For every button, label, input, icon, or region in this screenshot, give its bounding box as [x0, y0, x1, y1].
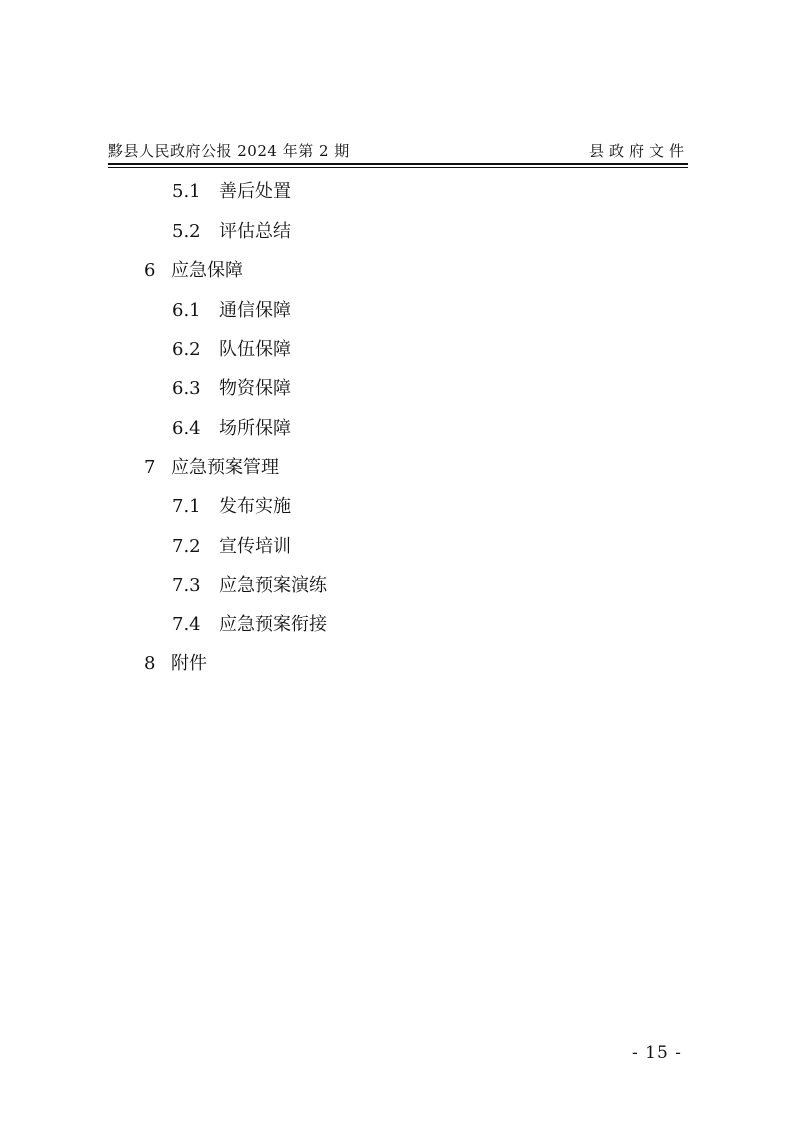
toc-title: 应急预案管理 — [171, 457, 279, 478]
toc-item — [172, 339, 291, 361]
toc-title: 应急保障 — [171, 260, 243, 281]
toc-number: 6.3 — [172, 378, 201, 399]
document-category: 县政府文件 — [588, 142, 689, 160]
toc-title: 应急预案演练 — [219, 575, 327, 596]
toc-number: 8 — [144, 653, 156, 674]
toc-number: 7.3 — [172, 575, 201, 596]
toc-number: 5.1 — [172, 181, 201, 202]
toc-title: 队伍保障 — [219, 339, 291, 360]
toc-item — [172, 300, 291, 322]
toc-item — [172, 496, 291, 518]
toc-number: 5.2 — [172, 221, 201, 242]
toc-item — [144, 260, 243, 282]
toc-item — [172, 575, 327, 597]
toc-item — [172, 614, 327, 636]
toc-number: 6.2 — [172, 339, 201, 360]
toc-item — [144, 653, 207, 675]
toc-title: 应急预案衔接 — [219, 614, 327, 635]
toc-title: 评估总结 — [219, 221, 291, 242]
toc-item — [172, 536, 291, 558]
toc-title: 场所保障 — [219, 418, 291, 439]
toc-number: 7.2 — [172, 536, 201, 557]
toc-item — [144, 457, 279, 479]
page-number: - 15 - — [632, 1043, 682, 1063]
toc-title: 宣传培训 — [219, 536, 291, 557]
toc-item — [172, 418, 291, 440]
toc-number: 6.1 — [172, 300, 201, 321]
toc-title: 物资保障 — [219, 378, 291, 399]
toc-title: 发布实施 — [219, 496, 291, 517]
toc-title: 通信保障 — [219, 300, 291, 321]
toc-item — [172, 221, 291, 243]
toc-number: 6 — [144, 260, 156, 281]
toc-item — [172, 181, 291, 203]
toc-number: 6.4 — [172, 418, 201, 439]
toc-item — [172, 378, 291, 400]
bulletin-title: 黟县人民政府公报 2024 年第 2 期 — [108, 142, 350, 160]
toc-title: 善后处置 — [219, 181, 291, 202]
toc-title: 附件 — [171, 653, 207, 674]
toc-number: 7 — [144, 457, 156, 478]
toc-number: 7.1 — [172, 496, 201, 517]
toc-number: 7.4 — [172, 614, 201, 635]
